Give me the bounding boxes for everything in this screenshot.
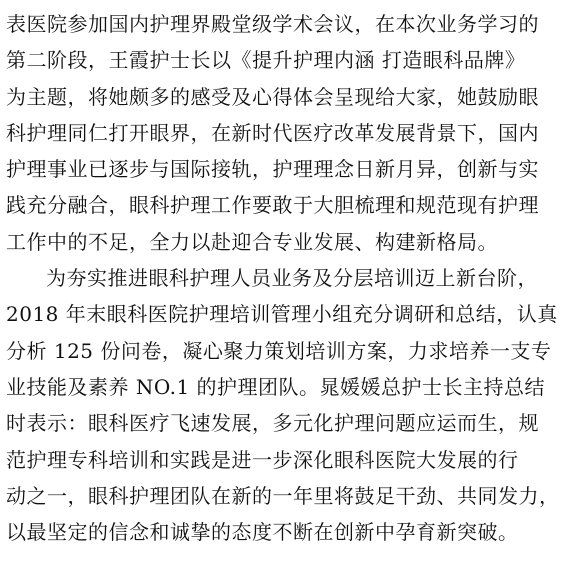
paragraph-1 [6, 6, 568, 260]
text-line: 以最坚定的信念和诚挚的态度不断在创新中孕育新突破。 [6, 520, 519, 545]
text-line: 为夯实推进眼科护理人员业务及分层培训迈上新台阶， [46, 266, 538, 291]
text-line: 科护理同仁打开眼界，在新时代医疗改革发展背景下，国内 [6, 120, 539, 145]
text-line: 践充分融合，眼科护理工作要敢于大胆梳理和规范现有护理 [6, 193, 539, 218]
text-line: 工作中的不足，全力以赴迎合专业发展、构建新格局。 [6, 229, 498, 254]
paragraph-2 [6, 260, 568, 550]
text-line: 范护理专科培训和实践是进一步深化眼科医院大发展的行 [6, 447, 519, 472]
text-line: 时表示：眼科医疗飞速发展，多元化护理问题应运而生，规 [6, 411, 539, 436]
text-line: 第二阶段，王霞护士长以《提升护理内涵 打造眼科品牌》 [6, 48, 526, 73]
text-line: 表医院参加国内护理界殿堂级学术会议，在本次业务学习的 [6, 12, 539, 36]
text-line: 为主题，将她颇多的感受及心得体会呈现给大家，她鼓励眼 [6, 84, 539, 109]
text-line: 业技能及素养 NO.1 的护理团队。晁媛媛总护士长主持总结 [6, 374, 546, 399]
text-line: 2018 年末眼科医院护理培训管理小组充分调研和总结，认真 [6, 302, 558, 327]
text-line: 分析 125 份问卷，凝心聚力策划培训方案，力求培养一支专 [6, 338, 552, 363]
text-line: 动之一，眼科护理团队在新的一年里将鼓足干劲、共同发力， [6, 483, 560, 508]
text-line: 护理事业已逐步与国际接轨，护理理念日新月异，创新与实 [6, 157, 539, 182]
